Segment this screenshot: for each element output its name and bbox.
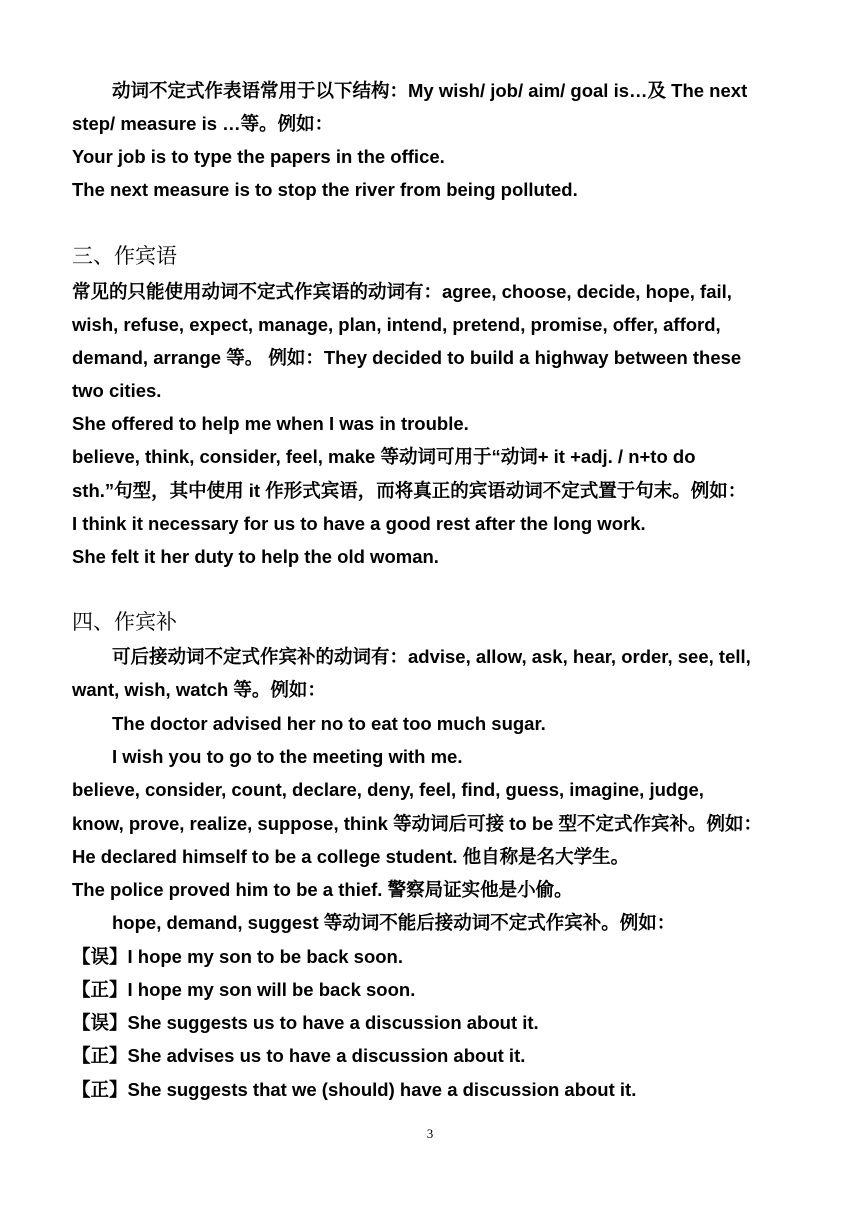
section-3-line-8: I think it necessary for us to have a good rest after the long work.: [72, 513, 646, 534]
section-4-line-6: The police proved him to be a thief. 警察局证实他是小偷。: [72, 879, 573, 900]
page-number: 3: [426, 1126, 434, 1141]
intro-example-1: Your job is to type the papers in the office.: [72, 146, 445, 167]
section-4-example-2: I wish you to go to the meeting with me.: [112, 746, 463, 767]
section-4-line-2: want, wish, watch 等。例如：: [72, 679, 326, 700]
section-4-line-1: 可后接动词不定式作宾补的动词有：advise, allow, ask, hear, order, see, tell,: [112, 646, 751, 667]
intro-line-1: 动词不定式作表语常用于以下结构：My wish/ job/ aim/ goal is…及 The next: [112, 80, 748, 101]
right-example-1: 【正】I hope my son will be back soon.: [72, 979, 416, 1000]
section-4-line-3: believe, consider, count, declare, deny, feel, find, guess, imagine, judge,: [72, 779, 704, 800]
intro-line-2: step/ measure is …等。例如：: [72, 113, 334, 134]
right-example-2: 【正】She advises us to have a discussion about it.: [72, 1045, 526, 1066]
intro-example-2: The next measure is to stop the river from being polluted.: [72, 179, 578, 200]
section-3-line-3: demand, arrange 等。 例如：They decided to build a highway between these: [72, 347, 742, 368]
section-3-line-6: believe, think, consider, feel, make 等动词可用于“动词+ it +adj. / n+to do: [72, 446, 696, 467]
section-3-line-4: two cities.: [72, 380, 162, 401]
section-3-line-2: wish, refuse, expect, manage, plan, intend, pretend, promise, offer, afford,: [72, 314, 721, 335]
section-3-line-9: She felt it her duty to help the old woman.: [72, 546, 439, 567]
section-4-line-7: hope, demand, suggest 等动词不能后接动词不定式作宾补。例如：: [112, 912, 676, 933]
wrong-example-2: 【误】She suggests us to have a discussion about it.: [72, 1012, 539, 1033]
section-3-line-1: 常见的只能使用动词不定式作宾语的动词有：agree, choose, decide, hope, fail,: [72, 281, 732, 302]
section-3-line-5: She offered to help me when I was in trouble.: [72, 413, 469, 434]
section-4-heading: 四、作宾补: [72, 610, 177, 634]
section-4-line-4: know, prove, realize, suppose, think 等动词后可接 to be 型不定式作宾补。例如：: [72, 813, 763, 834]
section-3-heading: 三、作宾语: [72, 244, 177, 268]
wrong-example-1: 【误】I hope my son to be back soon.: [72, 946, 403, 967]
section-4-example-1: The doctor advised her no to eat too much sugar.: [112, 713, 546, 734]
section-4-line-5: He declared himself to be a college student. 他自称是名大学生。: [72, 846, 630, 867]
right-example-3: 【正】She suggests that we (should) have a discussion about it.: [72, 1079, 637, 1100]
section-3-line-7: sth.”句型，其中使用 it 作形式宾语，而将真正的宾语动词不定式置于句末。例如：: [72, 480, 747, 501]
